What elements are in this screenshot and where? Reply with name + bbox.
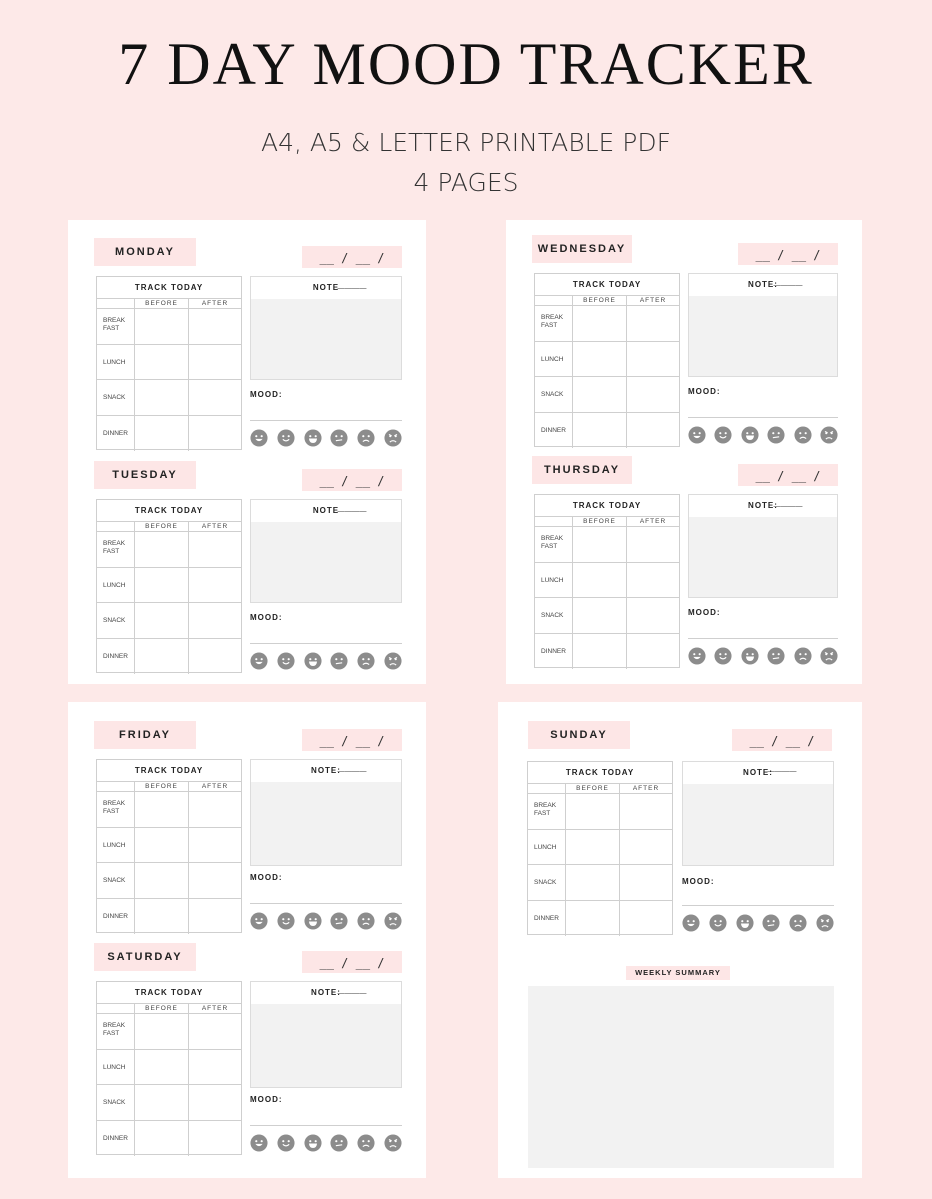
day-block-tuesday [68,461,426,683]
smiling-face-icon [277,429,295,447]
meal-label: LUNCH [535,342,573,377]
meal-label: DINNER [97,416,135,452]
sad-face-icon [789,914,807,932]
meal-label: BREAK FAST [97,792,135,827]
meal-label: LUNCH [97,828,135,863]
mood-label: MOOD: [688,387,721,396]
note-box [682,761,834,866]
neutral-face-icon [767,426,785,444]
smiling-face-icon [277,652,295,670]
meal-row [97,309,241,345]
neutral-face-icon [330,912,348,930]
smiling-face-icon [709,914,727,932]
meal-row [97,380,241,416]
before-header: BEFORE [573,517,627,526]
meal-row [535,413,679,449]
meal-label: SNACK [97,603,135,638]
meal-label: BREAK FAST [97,309,135,344]
meal-row [97,568,241,604]
before-header: BEFORE [135,1004,189,1013]
grinning-face-icon [250,912,268,930]
after-header: AFTER [201,1005,229,1012]
mood-faces [250,912,402,930]
meal-row [97,1014,241,1050]
meal-row [535,598,679,634]
grinning-face-icon [688,647,706,665]
meal-label: SNACK [97,1085,135,1120]
note-header: NOTE: [748,501,778,510]
after-header: AFTER [201,523,229,530]
before-header: BEFORE [135,522,189,531]
meal-label: BREAK FAST [528,794,566,829]
meal-label: SNACK [97,380,135,415]
note-box [250,759,402,866]
meal-row [528,794,672,830]
grinning-face-icon [250,1134,268,1152]
meal-label: BREAK FAST [535,527,573,562]
mood-faces [688,647,838,665]
note-header: NOTE [312,506,340,515]
track-table [96,276,242,450]
neutral-face-icon [762,914,780,932]
sad-face-icon [357,429,375,447]
track-header: TRACK TODAY [97,760,241,782]
page-title: 7 DAY MOOD TRACKER [118,31,814,97]
meal-label: LUNCH [528,830,566,865]
day-block-sunday [498,721,862,943]
track-header: TRACK TODAY [528,762,672,784]
mood-faces [250,652,402,670]
mood-label: MOOD: [682,877,715,886]
track-table [534,273,680,447]
meal-label: DINNER [97,639,135,675]
track-table [96,499,242,673]
day-label: SATURDAY [94,943,196,971]
big-grin-face-icon [304,1134,322,1152]
meal-label: SNACK [535,598,573,633]
mood-label: MOOD: [250,390,283,399]
neutral-face-icon [330,429,348,447]
after-header: AFTER [639,518,667,525]
note-header: NOTE: [311,766,341,775]
note-box [688,273,838,377]
mood-label: MOOD: [250,613,283,622]
smiling-face-icon [277,912,295,930]
meal-row [97,345,241,381]
note-header: NOTE: [748,280,778,289]
meal-label: BREAK FAST [97,1014,135,1049]
meal-label: DINNER [535,413,573,449]
track-table [527,761,673,935]
mood-label: MOOD: [688,608,721,617]
planner-page-1 [68,220,426,684]
angry-face-icon [816,914,834,932]
sad-face-icon [794,647,812,665]
big-grin-face-icon [304,429,322,447]
smiling-face-icon [277,1134,295,1152]
meal-label: SNACK [97,863,135,898]
angry-face-icon [384,1134,402,1152]
before-header: BEFORE [135,782,189,791]
before-header: BEFORE [135,299,189,308]
mood-faces [688,426,838,444]
day-block-monday [68,238,426,460]
date-field: __ / __ / ____ [302,469,402,491]
grinning-face-icon [682,914,700,932]
meal-label: DINNER [97,1121,135,1157]
planner-page-2 [506,220,862,684]
mood-faces [250,429,402,447]
track-table [534,494,680,668]
smiling-face-icon [714,426,732,444]
day-label: THURSDAY [532,456,632,484]
track-header: TRACK TODAY [535,495,679,517]
mood-label: MOOD: [250,1095,283,1104]
big-grin-face-icon [736,914,754,932]
weekly-summary-label: WEEKLY SUMMARY [626,966,730,980]
subtitle-pages: 4 PAGES [413,168,519,197]
weekly-summary [528,964,834,1168]
smiling-face-icon [714,647,732,665]
meal-row [535,342,679,378]
meal-row [528,901,672,937]
after-header: AFTER [632,785,660,792]
meal-row [535,377,679,413]
date-field: __ / __ / ____ [732,729,832,751]
note-box [688,494,838,598]
meal-label: BREAK FAST [535,306,573,341]
sad-face-icon [357,1134,375,1152]
neutral-face-icon [330,652,348,670]
before-header: BEFORE [573,296,627,305]
date-field: __ / __ / ____ [302,246,402,268]
note-header: NOTE: [743,768,773,777]
sad-face-icon [794,426,812,444]
angry-face-icon [820,647,838,665]
day-block-saturday [68,943,426,1165]
mood-faces [250,1134,402,1152]
meal-row [97,416,241,452]
sad-face-icon [357,652,375,670]
day-label: WEDNESDAY [532,235,632,263]
track-header: TRACK TODAY [97,277,241,299]
track-header: TRACK TODAY [535,274,679,296]
meal-label: DINNER [535,634,573,670]
meal-row [97,603,241,639]
note-box [250,981,402,1088]
meal-label: DINNER [97,899,135,935]
meal-label: DINNER [528,901,566,937]
planner-page-3 [68,702,426,1178]
sad-face-icon [357,912,375,930]
meal-row [97,639,241,675]
meal-row [97,828,241,864]
big-grin-face-icon [304,652,322,670]
after-header: AFTER [639,297,667,304]
neutral-face-icon [767,647,785,665]
neutral-face-icon [330,1134,348,1152]
day-label: MONDAY [94,238,196,266]
angry-face-icon [384,912,402,930]
note-box [250,276,402,380]
meal-row [97,1121,241,1157]
date-field: __ / __ / ____ [738,243,838,265]
note-box [250,499,402,603]
after-header: AFTER [201,300,229,307]
day-label: FRIDAY [94,721,196,749]
meal-label: LUNCH [97,345,135,380]
grinning-face-icon [250,652,268,670]
before-header: BEFORE [566,784,620,793]
day-block-thursday [506,456,862,678]
meal-row [97,1050,241,1086]
date-field: __ / __ / ____ [302,729,402,751]
after-header: AFTER [201,783,229,790]
meal-label: SNACK [528,865,566,900]
big-grin-face-icon [741,426,759,444]
angry-face-icon [820,426,838,444]
weekly-summary-area [528,986,834,1168]
meal-label: LUNCH [97,1050,135,1085]
meal-row [535,527,679,563]
mood-faces [682,914,834,932]
angry-face-icon [384,429,402,447]
meal-row [97,532,241,568]
day-label: TUESDAY [94,461,196,489]
meal-label: LUNCH [97,568,135,603]
date-field: __ / __ / ____ [738,464,838,486]
planner-page-4 [498,702,862,1178]
meal-label: LUNCH [535,563,573,598]
meal-row [535,306,679,342]
subtitle-formats: A4, A5 & LETTER PRINTABLE PDF [261,128,671,157]
note-header: NOTE [312,283,340,292]
meal-row [535,634,679,670]
meal-label: BREAK FAST [97,532,135,567]
track-header: TRACK TODAY [97,982,241,1004]
meal-row [97,863,241,899]
meal-row [97,792,241,828]
grinning-face-icon [688,426,706,444]
day-block-wednesday [506,235,862,457]
grinning-face-icon [250,429,268,447]
meal-row [535,563,679,599]
big-grin-face-icon [304,912,322,930]
big-grin-face-icon [741,647,759,665]
track-table [96,759,242,933]
angry-face-icon [384,652,402,670]
note-header: NOTE: [311,988,341,997]
meal-label: SNACK [535,377,573,412]
track-table [96,981,242,1155]
track-header: TRACK TODAY [97,500,241,522]
meal-row [97,1085,241,1121]
meal-row [97,899,241,935]
mood-label: MOOD: [250,873,283,882]
day-block-friday [68,721,426,943]
meal-row [528,865,672,901]
date-field: __ / __ / ____ [302,951,402,973]
day-label: SUNDAY [528,721,630,749]
meal-row [528,830,672,866]
